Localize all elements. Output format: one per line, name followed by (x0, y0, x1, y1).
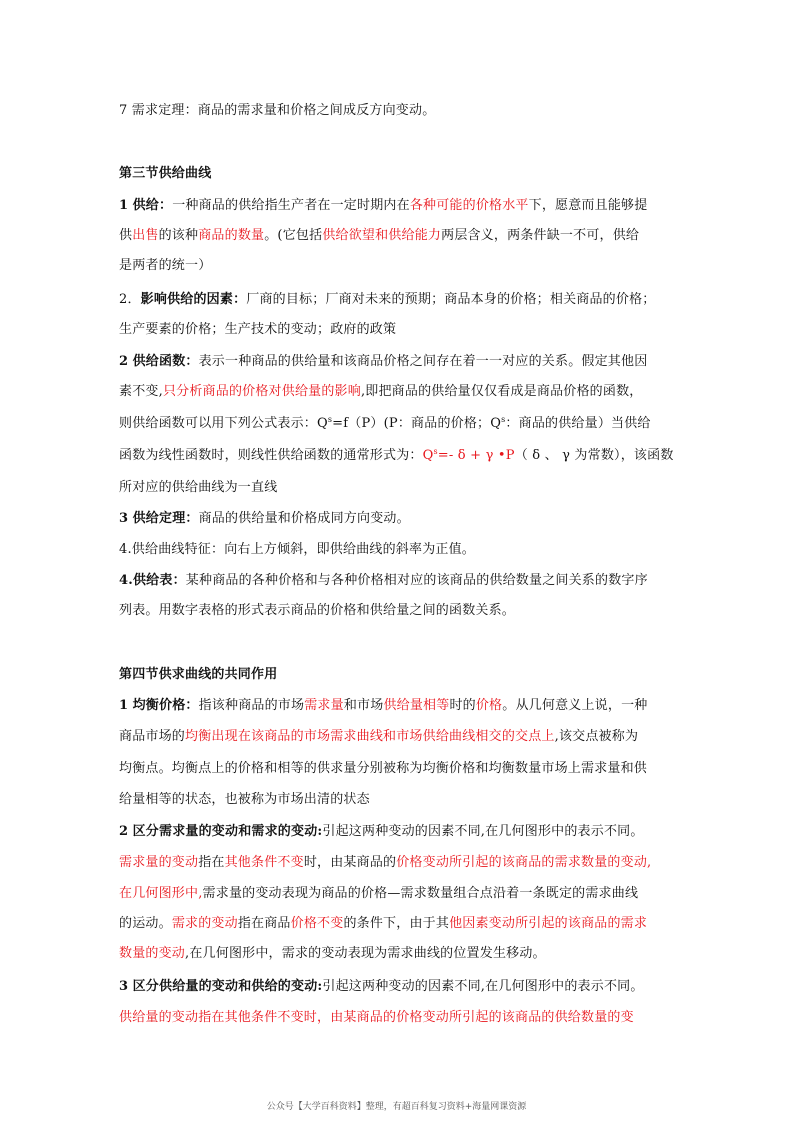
term-colon: ： (233, 292, 247, 307)
highlight-text: 各种可能的价格水平 (409, 198, 529, 213)
superscript: s (501, 415, 506, 424)
item-number: 3 (119, 979, 129, 994)
formula-text: Q (422, 448, 434, 463)
text-segment: 引起这两种变动的因素不同,在几何图形中的表示不同。 (322, 979, 644, 994)
equilibrium-line-2 (119, 727, 679, 747)
term-colon: : (317, 979, 323, 994)
text-segment: 函数为线性函数时，则线性供给函数的通常形式为： (119, 448, 423, 463)
supply-curve-feature-line (119, 540, 679, 560)
highlight-text: 数量的变动 (119, 946, 186, 961)
term-demand-change: 区分需求量的变动和需求的变动 (132, 824, 318, 839)
text-segment: 需求量的变动表现为商品的价格—需求数量组合点沿着一条既定的需求曲线 (202, 886, 639, 901)
highlight-text: 其他条件不变 (224, 855, 304, 870)
text-segment: 一种商品的供给指生产者在一定时期内在 (172, 198, 410, 213)
supply-definition-line-3 (119, 256, 679, 276)
term-colon: ： (185, 511, 199, 526)
supply-function-line-1 (119, 352, 679, 372)
term-colon: : (317, 824, 323, 839)
highlight-text: 供给欲望和供给能力 (322, 228, 442, 243)
text-segment: ：商品的供给量）当供给 (505, 416, 651, 431)
highlight-text: 供给量的变动指在其他条件不变时，由某商品的价格变动所引起的该商品的供给数量的变 (119, 1010, 634, 1025)
supply-table-line-1 (119, 571, 679, 591)
text-segment: 的条件下，由于其 (343, 916, 450, 931)
text-segment: 商品市场的 (119, 729, 186, 744)
footer-watermark (0, 1099, 793, 1112)
supply-function-line-5 (119, 478, 679, 498)
supply-function-line-4 (119, 446, 679, 466)
supply-change-line-2 (119, 1008, 679, 1028)
term-colon: ： (185, 354, 199, 369)
term-supply: 供给 (132, 198, 159, 213)
highlight-text: 他因素变动所引起的该商品的需求 (449, 916, 648, 931)
supply-function-line-3 (119, 414, 679, 434)
highlight-text: 价格 (475, 698, 503, 713)
text-segment: 所对应的供给曲线为一直线 (119, 480, 278, 495)
demand-law-text: 7 需求定理：商品的需求量和价格之间成反方向变动。 (119, 103, 436, 118)
supply-table-line-2 (119, 601, 679, 621)
demand-change-line-2 (119, 853, 679, 873)
section-heading-supply-demand (119, 665, 679, 685)
term-equilibrium-price: 均衡价格 (132, 698, 186, 713)
equilibrium-line-1 (119, 696, 679, 716)
text-segment: 两层含义，两条件缺一不可，供给 (441, 228, 640, 243)
highlight-text: 均衡出现在该商品的市场需求曲线和市场供给曲线相交的交点上 (185, 729, 555, 744)
supply-definition-line-2 (119, 226, 679, 246)
section-heading-text: 第三节供给曲线 (119, 166, 212, 181)
supply-change-line-1 (119, 977, 679, 997)
supply-law-line (119, 509, 679, 529)
text-segment: 列表。用数字表格的形式表示商品的价格和供给量之间的函数关系。 (119, 603, 516, 618)
text-segment: 给量相等的状态，也被称为市场出清的状态 (119, 792, 370, 807)
text-segment: 均衡点。均衡点上的价格和相等的供求量分别被称为均衡价格和均衡数量市场上需求量和供 (119, 761, 648, 776)
text-segment: 和市场 (343, 698, 384, 713)
text-segment: 是两者的统一） (119, 258, 212, 273)
supply-factors-line-1 (119, 290, 679, 310)
text-segment: 则供给函数可以用下列公式表示：Q (119, 416, 328, 431)
text-segment: 。从几何意义上说，一种 (502, 698, 648, 713)
term-supply-law: 供给定理 (132, 511, 186, 526)
highlight-text: 价格变动所引起的该商品的需求数量的变动, (396, 855, 652, 870)
text-segment: 时，由某商品的 (303, 855, 397, 870)
equilibrium-line-3 (119, 759, 679, 779)
text-segment: 指在 (198, 855, 225, 870)
text-segment: 。(它包括 (264, 228, 323, 243)
demand-change-line-3 (119, 884, 679, 904)
text-segment: 素不变, (119, 384, 163, 399)
highlight-text: 出售 (132, 228, 159, 243)
supply-function-line-2 (119, 382, 679, 402)
demand-change-line-4 (119, 914, 679, 934)
text-segment: （ δ 、 γ 为常数），该函数 (514, 448, 674, 463)
item-number: 2． (119, 292, 141, 307)
supply-definition-line-1 (119, 196, 679, 216)
text-segment: 供 (119, 228, 133, 243)
term-colon: ： (159, 198, 173, 213)
item-number: 4. (119, 573, 133, 588)
text-segment: 厂商的目标；厂商对未来的预期；商品本身的价格；相关商品的价格； (246, 292, 656, 307)
text-segment: 时的 (449, 698, 476, 713)
item-number: 2 (119, 354, 129, 369)
item-number: 3 (119, 511, 129, 526)
footer-text: 公众号【大学百科资料】整理，有超百科复习资料+海量网课资源 (266, 1102, 527, 1112)
text-segment: 的运动。 (119, 916, 172, 931)
text-segment: ,即把商品的供给量仅仅看成是商品价格的函数， (360, 384, 643, 399)
text-segment: =f（P）(P：商品的价格；Q (332, 416, 502, 431)
text-segment: 下，愿意而且能够提 (528, 198, 648, 213)
text-segment: 商品的供给量和价格成同方向变动。 (198, 511, 410, 526)
text-segment: 指在商品 (237, 916, 291, 931)
item-number: 1 (119, 198, 129, 213)
term-colon: ： (172, 573, 186, 588)
item-number: 2 (119, 824, 129, 839)
text-segment: 的该种 (158, 228, 199, 243)
highlight-text: 需求量的变动 (119, 855, 199, 870)
section-heading-supply-curve (119, 164, 679, 184)
equilibrium-line-4 (119, 790, 679, 810)
demand-change-line-5 (119, 944, 679, 964)
section-heading-text: 第四节供求曲线的共同作用 (119, 667, 278, 682)
highlight-text: 商品的数量 (198, 228, 265, 243)
text-segment: 指该种商品的市场 (198, 698, 305, 713)
text-segment: ,在几何图形中，需求的变动表现为需求曲线的位置发生移动。 (185, 946, 546, 961)
text-segment: 某种商品的各种价格和与各种价格相对应的该商品的供给数量之间关系的数字序 (185, 573, 648, 588)
demand-change-line-1 (119, 822, 679, 842)
item-number: 1 (119, 698, 129, 713)
text-segment: 引起这两种变动的因素不同,在几何图形中的表示不同。 (322, 824, 644, 839)
demand-law-line (119, 101, 679, 121)
text-segment: 表示一种商品的供给量和该商品价格之间存在着一一对应的关系。假定其他因 (198, 354, 648, 369)
highlight-text: 在几何图形中, (119, 886, 203, 901)
highlight-text: 需求量 (304, 698, 344, 713)
term-colon: ： (185, 698, 199, 713)
formula-text: =- δ + γ •P (437, 448, 515, 463)
text-segment: 生产要素的价格；生产技术的变动；政府的政策 (119, 322, 397, 337)
highlight-text: 只分析商品的价格对供给量的影响 (162, 384, 361, 399)
text-segment: 4.供给曲线特征：向右上方倾斜，即供给曲线的斜率为正值。 (119, 542, 476, 557)
term-supply-table: 供给表 (132, 573, 173, 588)
highlight-text: 供给量相等 (383, 698, 450, 713)
superscript: s (433, 447, 438, 456)
term-supply-change: 区分供给量的变动和供给的变动 (132, 979, 318, 994)
supply-factors-line-2 (119, 320, 679, 340)
text-segment: ,该交点被称为 (554, 729, 639, 744)
highlight-text: 需求的变动 (171, 916, 238, 931)
highlight-text: 价格不变 (290, 916, 344, 931)
term-supply-factors: 影响供给的因素 (140, 292, 234, 307)
superscript: s (327, 415, 333, 424)
term-supply-function: 供给函数 (132, 354, 186, 369)
